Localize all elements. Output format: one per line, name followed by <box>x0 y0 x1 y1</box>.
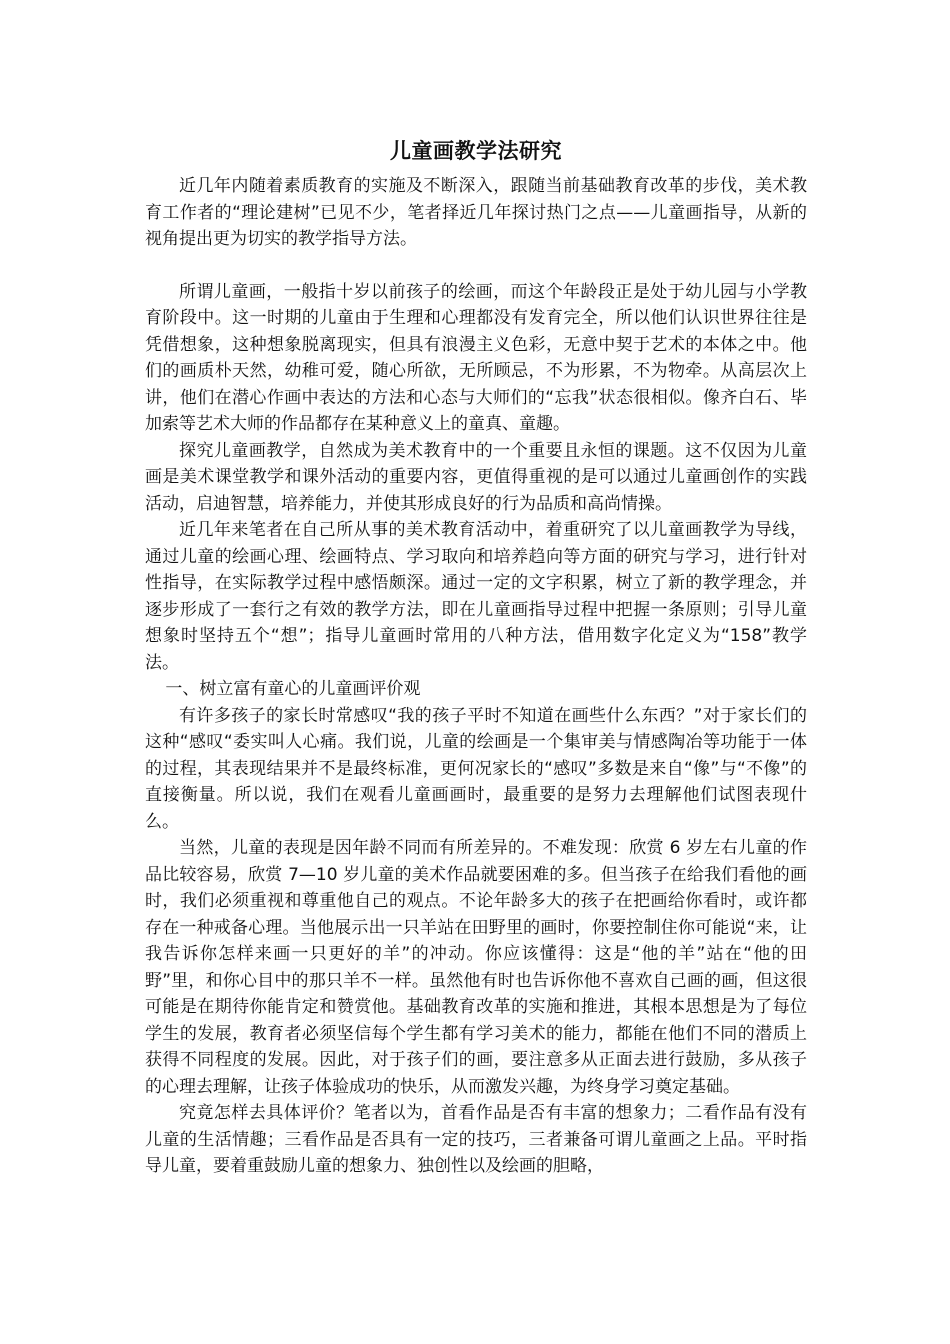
paragraph-evaluation: 究竟怎样去具体评价？笔者以为，首看作品是否有丰富的想象力；二看作品有没有儿童的生活情趣；三看作品是否具有一定的技巧，三者兼备可谓儿童画之上品。平时指导儿童，要着重鼓励儿童的想象力、独创性以及绘画的胆略， <box>145 1103 807 1176</box>
paragraph-gap <box>145 253 807 279</box>
paragraph-age-difference: 当然，儿童的表现是因年龄不同而有所差异的。不难发现：欣赏 6 岁左右儿童的作品比较容易，欣赏 7—10 岁儿童的美术作品就要困难的多。但当孩子在给我们看他的画时，我们必须重视和尊重他自己的观点。不论年龄多大的孩子在把画给你看时，或许都存在一种戒备心理。当他展示出一只羊站在田野里的画时，你要控制住你可能说“来，让我告诉你怎样来画一只更好的羊”的冲动。你应该懂得：这是“他的羊”站在“他的田野”里，和你心目中的那只羊不一样。虽然他有时也告诉你他不喜欢自己画的画，但这很可能是在期待你能肯定和赞赏他。基础教育改革的实施和推进，其根本思想是为了每位学生的发展，教育者必须坚信每个学生都有学习美术的能力，都能在他们不同的潜质上获得不同程度的发展。因此，对于孩子们的画，要注意多从正面去进行鼓励，多从孩子的心理去理解，让孩子体验成功的快乐，从而激发兴趣，为终身学习奠定基础。 <box>145 838 807 1097</box>
section-heading-1: 一、树立富有童心的儿童画评价观 <box>165 679 421 699</box>
paragraph-definition: 所谓儿童画，一般指十岁以前孩子的绘画，而这个年龄段正是处于幼儿园与小学教育阶段中。这一时期的儿童由于生理和心理都没有发育完全，所以他们认识世界往往是凭借想象，这种想象脱离现实，但具有浪漫主义色彩，无意中契于艺术的本体之中。他们的画质朴天然，幼稚可爱，随心所欲，无所顾忌，不为形累，不为物牵。从高层次上讲，他们在潜心作画中表达的方法和心态与大师们的“忘我”状态很相似。像齐白石、毕加索等艺术大师的作品都存在某种意义上的童真、童趣。 <box>145 281 807 434</box>
paragraph-intro: 近几年内随着素质教育的实施及不断深入，跟随当前基础教育改革的步伐，美术教育工作者的“理论建树”已见不少，笔者择近几年探讨热门之点——儿童画指导，从新的视角提出更为切实的教学指导方法。 <box>145 176 807 249</box>
paragraph-parents: 有许多孩子的家长时常感叹“我的孩子平时不知道在画些什么东西？”对于家长们的这种“感叹“委实叫人心痛。我们说，儿童的绘画是一个集审美与情感陶冶等功能于一体的过程，其表现结果并不是最终标准，更何况家长的“感叹”多数是来自“像”与“不像”的直接衡量。所以说，我们在观看儿童画画时，最重要的是努力去理解他们试图表现什么。 <box>145 705 807 832</box>
document-title: 儿童画教学法研究 <box>390 139 562 163</box>
document-page <box>145 135 807 1180</box>
paragraph-research-topic: 探究儿童画教学，自然成为美术教育中的一个重要且永恒的课题。这不仅因为儿童画是美术课堂教学和课外活动的重要内容，更值得重视的是可以通过儿童画创作的实践活动，启迪智慧，培养能力，并使其形成良好的行为品质和高尚情操。 <box>145 440 807 514</box>
paragraph-method: 近几年来笔者在自己所从事的美术教育活动中，着重研究了以儿童画教学为导线，通过儿童的绘画心理、绘画特点、学习取向和培养趋向等方面的研究与学习，进行针对性指导，在实际教学过程中感悟颇深。通过一定的文字积累，树立了新的教学理念，并逐步形成了一套行之有效的教学方法，即在儿童画指导过程中把握一条原则；引导儿童想象时坚持五个“想”；指导儿童画时常用的八种方法，借用数字化定义为“158”教学法。 <box>145 520 807 673</box>
